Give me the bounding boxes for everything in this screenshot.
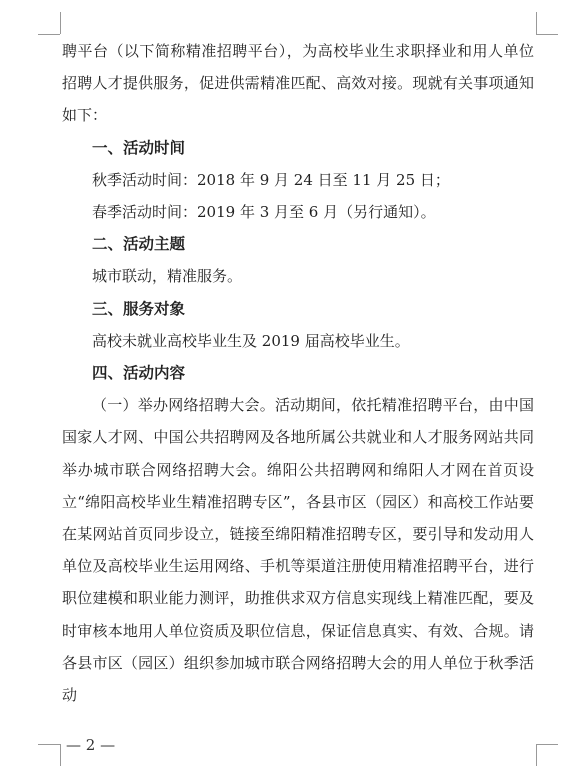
theme-text: 城市联动，精准服务。 bbox=[92, 267, 243, 286]
corner-mark-bottom-left-h bbox=[38, 744, 60, 745]
corner-mark-bottom-left-v bbox=[60, 744, 61, 766]
section-heading-audience: 三、服务对象 bbox=[92, 299, 186, 318]
content-paragraph: （一）举办网络招聘大会。活动期间，依托精准招聘平台，由中国国家人才网、中国公共招聘网及各地所属公共就业和人才服务网站共同举办城市联合网络招聘大会。绵阳公共招聘网和绵阳人才网在首页设立“绵阳高校毕业生精准招聘专区”，各县市区（园区）和高校工作站要在某网站首页同步设立，链接至绵阳精准招聘专区，要引导和发动用人单位及高校毕业生运用网络、手机等渠道注册使用精准招聘平台，进行职位建模和职业能力测评，助推供求双方信息实现线上精准匹配，要及时审核本地用人单位资质及职位信息，保证信息真实、有效、合规。请各县市区（园区）组织参加城市联合网络招聘大会的用人单位于秋季活动 bbox=[62, 396, 534, 705]
corner-mark-top-left-v bbox=[60, 12, 61, 34]
corner-mark-top-left-h bbox=[38, 34, 60, 35]
autumn-schedule: 秋季活动时间：2018 年 9 月 24 日至 11 月 25 日； bbox=[92, 170, 450, 189]
section-heading-theme: 二、活动主题 bbox=[92, 235, 186, 254]
page-number: — 2 — bbox=[66, 736, 116, 754]
section-heading-time: 一、活动时间 bbox=[92, 138, 186, 157]
corner-mark-top-right-h bbox=[536, 34, 558, 35]
audience-text: 高校未就业高校毕业生及 2019 届高校毕业生。 bbox=[92, 331, 410, 350]
section-heading-content: 四、活动内容 bbox=[92, 364, 186, 383]
corner-mark-bottom-right-v bbox=[536, 744, 537, 766]
corner-mark-bottom-right-h bbox=[536, 744, 558, 745]
document-body bbox=[62, 35, 534, 711]
intro-paragraph: 聘平台（以下简称精准招聘平台），为高校毕业生求职择业和用人单位招聘人才提供服务，促进供需精准匹配、高效对接。现就有关事项通知如下： bbox=[62, 42, 534, 125]
spring-schedule: 春季活动时间：2019 年 3 月至 6 月（另行通知）。 bbox=[92, 203, 436, 222]
corner-mark-top-right-v bbox=[536, 12, 537, 34]
